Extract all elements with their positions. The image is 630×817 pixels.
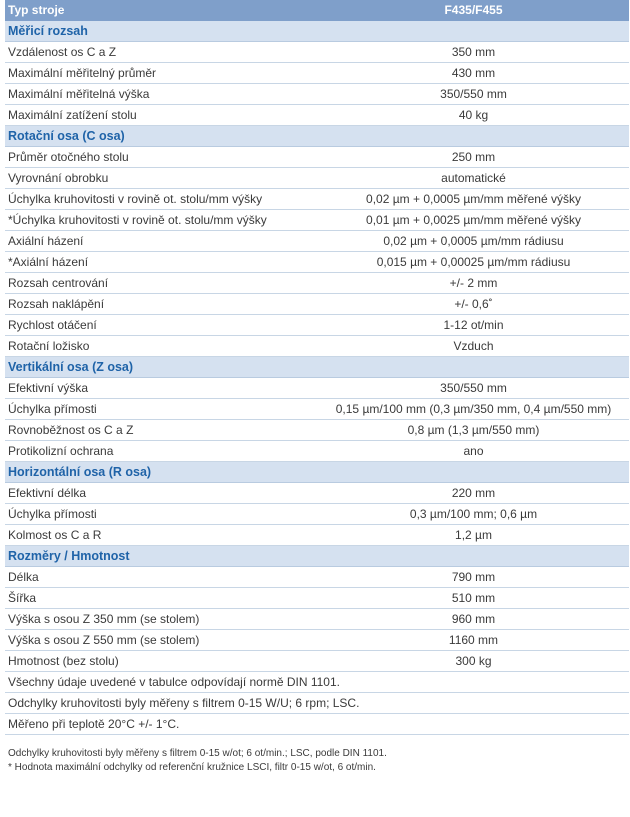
- spec-label: Úchylka přímosti: [5, 399, 318, 420]
- spec-label: Šířka: [5, 588, 318, 609]
- table-row: [5, 189, 629, 210]
- table-row: [5, 105, 629, 126]
- header-label: Typ stroje: [5, 0, 318, 21]
- note-row: [5, 693, 629, 714]
- spec-value: 1-12 ot/min: [318, 315, 629, 336]
- section-title: Měřicí rozsah: [5, 21, 629, 42]
- spec-value: 0,02 µm + 0,0005 µm/mm rádiusu: [318, 231, 629, 252]
- spec-label: Kolmost os C a R: [5, 525, 318, 546]
- table-row: [5, 588, 629, 609]
- spec-label: Efektivní výška: [5, 378, 318, 399]
- table-row: [5, 483, 629, 504]
- table-row: [5, 504, 629, 525]
- table-row: [5, 42, 629, 63]
- spec-label: *Axiální házení: [5, 252, 318, 273]
- table-row: [5, 231, 629, 252]
- spec-value: 0,01 µm + 0,0025 µm/mm měřené výšky: [318, 210, 629, 231]
- spec-label: Úchylka kruhovitosti v rovině ot. stolu/mm výšky: [5, 189, 318, 210]
- spec-value: 0,8 µm (1,3 µm/550 mm): [318, 420, 629, 441]
- footnote-line: Odchylky kruhovitosti byly měřeny s filtrem 0-15 w/ot; 6 ot/min.; LSC, podle DIN 1101.: [8, 748, 387, 759]
- table-row: [5, 147, 629, 168]
- table-row: [5, 378, 629, 399]
- spec-label: Protikolizní ochrana: [5, 441, 318, 462]
- section-header-row: [5, 357, 629, 378]
- spec-label: Efektivní délka: [5, 483, 318, 504]
- table-row: [5, 63, 629, 84]
- table-row: [5, 168, 629, 189]
- table-row: [5, 84, 629, 105]
- section-header-row: [5, 462, 629, 483]
- note-text: Všechny údaje uvedené v tabulce odpovídají normě DIN 1101.: [5, 672, 629, 693]
- spec-label: Maximální měřitelná výška: [5, 84, 318, 105]
- spec-value: 1160 mm: [318, 630, 629, 651]
- spec-value: 0,3 µm/100 mm; 0,6 µm: [318, 504, 629, 525]
- spec-value: 300 kg: [318, 651, 629, 672]
- spec-value: 40 kg: [318, 105, 629, 126]
- footnote-line: * Hodnota maximální odchylky od referenční kružnice LSCI, filtr 0-15 w/ot, 6 ot/min.: [8, 762, 376, 773]
- note-row: [5, 714, 629, 735]
- spec-label: Vzdálenost os C a Z: [5, 42, 318, 63]
- spec-label: Vyrovnání obrobku: [5, 168, 318, 189]
- spec-value: +/- 0,6˚: [318, 294, 629, 315]
- spec-label: *Úchylka kruhovitosti v rovině ot. stolu/mm výšky: [5, 210, 318, 231]
- spec-sheet: [5, 0, 629, 775]
- spec-label: Rozsah centrování: [5, 273, 318, 294]
- spec-value: automatické: [318, 168, 629, 189]
- section-title: Horizontální osa (R osa): [5, 462, 629, 483]
- table-row: [5, 630, 629, 651]
- spec-label: Axiální házení: [5, 231, 318, 252]
- section-header-row: [5, 126, 629, 147]
- spec-label: Úchylka přímosti: [5, 504, 318, 525]
- table-row: [5, 273, 629, 294]
- table-row: [5, 336, 629, 357]
- spec-value: 790 mm: [318, 567, 629, 588]
- spec-label: Délka: [5, 567, 318, 588]
- spec-label: Hmotnost (bez stolu): [5, 651, 318, 672]
- header-model: F435/F455: [318, 0, 629, 21]
- table-row: [5, 567, 629, 588]
- table-row: [5, 210, 629, 231]
- table-row: [5, 315, 629, 336]
- table-row: [5, 399, 629, 420]
- table-row: [5, 651, 629, 672]
- spec-label: Průměr otočného stolu: [5, 147, 318, 168]
- footnotes: [5, 747, 629, 775]
- spec-value: +/- 2 mm: [318, 273, 629, 294]
- spec-value: 350 mm: [318, 42, 629, 63]
- table-row: [5, 294, 629, 315]
- spec-label: Výška s osou Z 350 mm (se stolem): [5, 609, 318, 630]
- section-title: Vertikální osa (Z osa): [5, 357, 629, 378]
- spec-value: 0,015 µm + 0,00025 µm/mm rádiusu: [318, 252, 629, 273]
- spec-value: 0,02 µm + 0,0005 µm/mm měřené výšky: [318, 189, 629, 210]
- table-row: [5, 441, 629, 462]
- spec-table: [5, 0, 629, 735]
- spec-value: 960 mm: [318, 609, 629, 630]
- spec-value: 250 mm: [318, 147, 629, 168]
- note-text: Měřeno při teplotě 20°C +/- 1°C.: [5, 714, 629, 735]
- section-header-row: [5, 21, 629, 42]
- spec-label: Maximální měřitelný průměr: [5, 63, 318, 84]
- section-title: Rotační osa (C osa): [5, 126, 629, 147]
- table-row: [5, 525, 629, 546]
- spec-label: Výška s osou Z 550 mm (se stolem): [5, 630, 318, 651]
- spec-label: Rozsah naklápění: [5, 294, 318, 315]
- spec-label: Rovnoběžnost os C a Z: [5, 420, 318, 441]
- spec-label: Rotační ložisko: [5, 336, 318, 357]
- spec-label: Rychlost otáčení: [5, 315, 318, 336]
- spec-value: 510 mm: [318, 588, 629, 609]
- spec-value: 350/550 mm: [318, 378, 629, 399]
- table-row: [5, 252, 629, 273]
- spec-value: 220 mm: [318, 483, 629, 504]
- section-header-row: [5, 546, 629, 567]
- table-header-row: [5, 0, 629, 21]
- spec-value: ano: [318, 441, 629, 462]
- note-text: Odchylky kruhovitosti byly měřeny s filtrem 0-15 W/U; 6 rpm; LSC.: [5, 693, 629, 714]
- spec-value: 430 mm: [318, 63, 629, 84]
- section-title: Rozměry / Hmotnost: [5, 546, 629, 567]
- spec-value: 1,2 µm: [318, 525, 629, 546]
- spec-table-body: [5, 0, 629, 735]
- table-row: [5, 609, 629, 630]
- spec-value: 0,15 µm/100 mm (0,3 µm/350 mm, 0,4 µm/550 mm): [318, 399, 629, 420]
- table-row: [5, 420, 629, 441]
- note-row: [5, 672, 629, 693]
- spec-label: Maximální zatížení stolu: [5, 105, 318, 126]
- spec-value: Vzduch: [318, 336, 629, 357]
- spec-value: 350/550 mm: [318, 84, 629, 105]
